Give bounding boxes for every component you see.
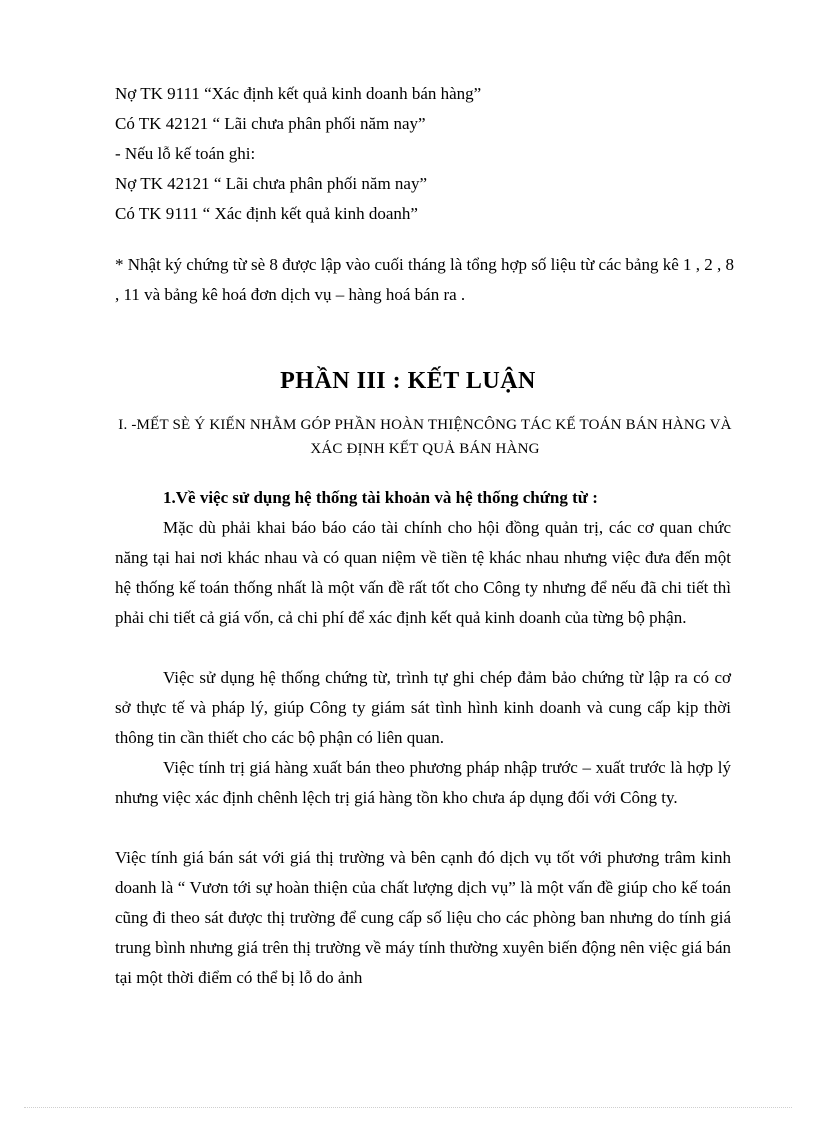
part-title: PHẦN III : KẾT LUẬN <box>280 368 536 394</box>
paragraph: Mặc dù phải khai báo báo cáo tài chính cho hội đồng quản trị, các cơ quan chức năng tại hai nơi khác nhau và có quan niệm về tiền tệ khác nhau nhưng việc đưa đến một hệ thống kế toán thống nhất là một vấn đề rất tốt cho Công ty nhưng để nếu đã chi tiết thì phải chi tiết cả giá vốn, cả chi phí để xác định kết quả kinh doanh của từng bộ phận. <box>115 518 731 627</box>
section-heading: I. -MẾT SÈ Ý KIẾN NHẰM GÓP PHẦN HOÀN THIỆNCÔNG TÁC KẾ TOÁN BÁN HÀNG VÀ XÁC ĐỊNH KẾT QUẢ BÁN HÀNG <box>118 417 732 457</box>
paragraph: Việc tính giá bán sát với giá thị trường và bên cạnh đó dịch vụ tốt với phương trâm kinh doanh là “ Vươn tới sự hoàn thiện của chất lượng dịch vụ” là một vấn đề giúp cho kế toán cũng đi theo sát được thị trường để cung cấp số liệu cho các phòng ban nhưng do tính giá trung bình nhưng giá trên thị trường về máy tính thường xuyên biến động nên việc giá bán tại một thời điểm có thể bị lỗ do ảnh <box>115 848 731 987</box>
journal-entry-line: Có TK 9111 “ Xác định kết quả kinh doanh” <box>115 204 418 223</box>
journal-entry-line: Nợ TK 9111 “Xác định kết quả kinh doanh bán hàng” <box>115 84 482 103</box>
subsection-heading: 1.Về việc sử dụng hệ thống tài khoản và hệ thống chứng từ : <box>163 488 598 507</box>
paragraph: Việc sử dụng hệ thống chứng từ, trình tự ghi chép đảm bảo chứng từ lập ra có cơ sở thực tế và pháp lý, giúp Công ty giám sát tình hình kinh doanh và cung cấp kịp thời thông tin cần thiết cho các bộ phận có liên quan. <box>115 668 731 747</box>
journal-entry-line: Có TK 42121 “ Lãi chưa phân phối năm nay” <box>115 114 426 133</box>
journal-entry-line: - Nếu lỗ kế toán ghi: <box>115 144 256 163</box>
page-bottom-divider <box>24 1107 792 1108</box>
paragraph: Việc tính trị giá hàng xuất bán theo phương pháp nhập trước – xuất trước là hợp lý nhưng việc xác định chênh lệch trị giá hàng tồn kho chưa áp dụng đối với Công ty. <box>115 758 731 807</box>
journal-entry-line: Nợ TK 42121 “ Lãi chưa phân phối năm nay” <box>115 174 428 193</box>
journal-note: * Nhật ký chứng từ sè 8 được lập vào cuối tháng là tổng hợp số liệu từ các bảng kê 1 , 2 , 8 , 11 và bảng kê hoá đơn dịch vụ – hàng hoá bán ra . <box>115 255 735 304</box>
